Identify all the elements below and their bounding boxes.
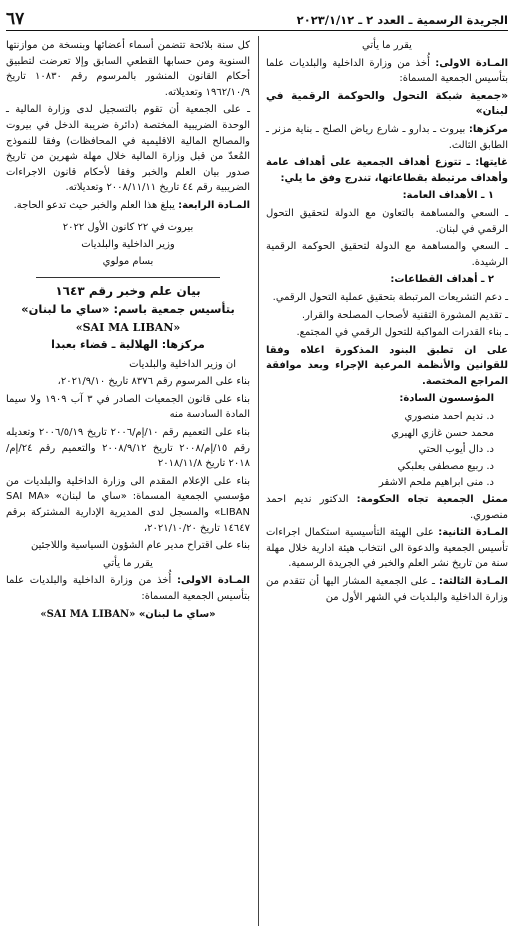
notice-article-1 xyxy=(6,573,250,604)
notice-article-1-label: المـادة الاولى: xyxy=(176,575,250,587)
sector-goal-1: ـ دعم التشريعات المرتبطة بتحقيق عملية التحول الرقمي. xyxy=(272,291,508,303)
signer-title: وزير الداخلية والبلديات xyxy=(81,239,175,251)
place-date: بيروت في ٢٢ كانون الأول ٢٠٢٢ xyxy=(62,221,194,233)
article-4 xyxy=(6,198,250,214)
basis-4: بناء على الإعلام المقدم الى وزارة الداخلية والبلديات من مؤسسي الجمعية المسماة: «ساي ما لبنان» «SAI MA LIBAN» والمسجل لدى المديرية الإدارية المشتركة برقم ١٤٦٤٧ تاريخ ٢٠٢١/١٠/٢٠، xyxy=(6,475,250,534)
notice-article-1-text: أُخذ من وزارة الداخلية والبلديات علما بتأسيس الجمعية المسماة: xyxy=(6,575,250,602)
left-column xyxy=(6,38,250,624)
founder-item: د. دال أيوب الحتي xyxy=(418,444,494,456)
conditions-text: على ان تطبق البنود المذكورة اعلاه وفقا للقوانين والأنظمة المرعية الإجراء وبعد موافقة المراجع المختصة. xyxy=(266,344,508,387)
notice-title: بيان علم وخبر رقم ١٦٤٣ xyxy=(55,284,201,299)
founder-item: د. ربيع مصطفى بعلبكي xyxy=(397,460,494,472)
article-3-label: المـادة الثالثة: xyxy=(438,576,508,587)
registration-text: ـ على الجمعية أن تقوم بالتسجيل لدى وزارة المالية ـ الوحدة الضريبية المختصة (دائرة ضريبة الدخل في بيروت والمصالح المالية الاقليمية في المحافظات) وفقا للنموذج المُعدّ من قبل وزارة المالية خلال مهلة شهرين من تاريخ صدور بيان العلم والخبر وفقا لأحكام قانون الاجراءات الضريبية رقم ٤٤ تاريخ ٢٠٠٨/١١/١١ وتعديلاته. xyxy=(6,104,250,194)
decides-heading-2: يقرر ما يأتي xyxy=(103,557,153,569)
founders-title: المؤسسون السادة: xyxy=(399,393,494,405)
continuation-text: كل سنة بلائحة تتضمن أسماء أعضائها وبنسخة من موازنتها السنوية ومن حسابها القطعي السابق وإلا تعرضت لتطبيق أحكام القانون المنشور بالمرسوم رقم ١٠٨٣٠ تاريخ ١٩٦٢/١٠/٩ وتعديلاته. xyxy=(6,40,250,98)
headquarters-label: مركزها: xyxy=(468,123,508,135)
column-divider xyxy=(258,36,259,926)
article-1-label: المـادة الاولى: xyxy=(435,57,508,69)
headquarters xyxy=(266,122,508,153)
notice-english-name: «SAI MA LIBAN» xyxy=(75,320,181,334)
basis-2: بناء على قانون الجمعيات الصادر في ٣ آب ١٩٠٩ ولا سيما المادة السادسة منه xyxy=(6,393,250,421)
representative-label: ممثل الجمعية تجاه الحكومة: xyxy=(356,494,508,506)
article-4-label: المـادة الرابعة: xyxy=(178,199,250,211)
article-2-label: المـادة الثانية: xyxy=(438,527,509,539)
decides-heading: يقرر ما يأتي xyxy=(362,40,412,51)
right-column xyxy=(266,38,508,607)
basis-1: بناء على المرسوم رقم ٨٣٧٦ تاريخ ٢٠٢١/٩/١٠، xyxy=(57,376,250,388)
general-goal-1: ـ السعي والمساهمة بالتعاون مع الدولة لتحقيق التحول الرقمي في لبنان. xyxy=(266,207,508,235)
basis-5: بناء على اقتراح مدير عام الشؤون السياسية واللاجئين xyxy=(31,540,250,552)
signer-name: بسام مولوي xyxy=(102,255,154,267)
minister-line: ان وزير الداخلية والبلديات xyxy=(129,358,236,370)
basis-3: بناء على التعميم رقم ١٠/إم/٢٠٠٦ تاريخ ٢٠٠٦/٥/١٩ وتعديله رقم ١٥/إم/٢٠٠٨ تاريخ ٢٠٠٨/٩/١٢ والتعميم رقم ٢٤/إم/٢٠١٨ تاريخ ٢٠١٨/١١/٨ xyxy=(6,427,250,470)
notice-article-1-names xyxy=(6,607,250,623)
notice-headquarters: مركزها: الهلالية ـ قضاء بعبدا xyxy=(51,338,205,352)
general-goal-2: ـ السعي والمساهمة مع الدولة لتحقيق الحوكمة الرقمية الرشيدة. xyxy=(266,241,508,268)
founder-item: د. نديم احمد منصوري xyxy=(404,411,494,423)
association-name: «جمعية شبكة التحول والحوكمة الرقمية في لبنان» xyxy=(266,89,508,118)
association-name-ar: «ساي ما لبنان» xyxy=(138,608,216,620)
page-header xyxy=(6,4,508,31)
article-1 xyxy=(266,56,508,87)
page-number: ٦٧ xyxy=(6,9,25,29)
article-2 xyxy=(266,525,508,572)
sector-goals-title: ٢ ـ أهداف القطاعات: xyxy=(390,274,494,286)
representative xyxy=(266,492,508,523)
sector-goal-3: ـ بناء القدرات المواكبة للتحول الرقمي في المجتمع. xyxy=(296,327,508,339)
founder-item: محمد حسن غازي الهبري xyxy=(391,427,494,439)
general-goals-title: ١ ـ الأهداف العامة: xyxy=(402,190,494,202)
goals xyxy=(266,155,508,186)
founder-item: د. منى ابراهيم ملحم الاشقر xyxy=(378,477,494,489)
article-1-text: أُخذ من وزارة الداخلية والبلديات علما بتأسيس الجمعية المسماة: xyxy=(266,57,508,85)
article-3-text: ـ على الجمعية المشار اليها أن تتقدم من وزارة الداخلية والبلديات في الشهر الأول من xyxy=(266,576,508,603)
association-name-en: «SAI MA LIBAN» xyxy=(40,608,136,620)
article-3 xyxy=(266,574,508,605)
goals-label: غايتها: xyxy=(475,157,508,169)
article-2-text: على الهيئة التأسيسية استكمال اجراءات تأسيس الجمعية والدعوة الى انتخاب هيئة ادارية خلال مهلة سنة من تاريخ نشر العلم والخبر في الجريدة الرسمية. xyxy=(266,527,508,570)
notice-subject: بتأسيس جمعية باسم: «ساي ما لبنان» xyxy=(21,301,235,316)
goals-text: ـ تتوزع أهداف الجمعية على أهداف عامة وأهداف مرتبطة بقطاعاتها، تندرج وفق ما يلي: xyxy=(266,157,508,184)
sector-goal-2: ـ تقديم المشورة التقنية لأصحاب المصلحة والقرار. xyxy=(301,309,508,321)
gazette-title: الجريدة الرسمية ـ العدد ٢ ـ ٢٠٢٣/١/١٢ xyxy=(296,13,508,27)
representative-text: الدكتور نديم احمد منصوري. xyxy=(266,494,508,521)
notice-separator xyxy=(36,277,220,278)
article-4-text: يبلغ هذا العلم والخبر حيث تدعو الحاجة. xyxy=(13,199,175,211)
headquarters-text: بيروت ـ بدارو ـ شارع رياض الصلح ـ بناية مزنر ـ الطابق الثالث. xyxy=(266,123,508,151)
